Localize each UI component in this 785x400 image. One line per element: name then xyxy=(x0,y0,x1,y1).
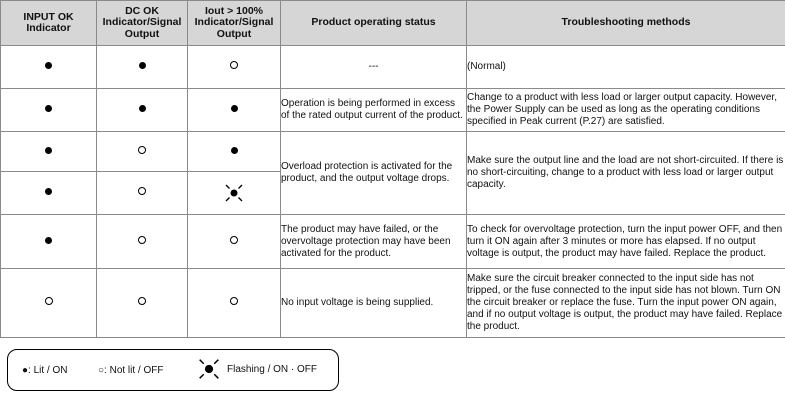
unlit-indicator-icon xyxy=(138,236,146,244)
legend-lit xyxy=(22,363,68,377)
lit-indicator-icon xyxy=(45,105,52,112)
legend-flashing-label: Flashing / ON · OFF xyxy=(227,363,318,375)
iout-cell xyxy=(188,172,281,215)
table-row xyxy=(1,46,785,89)
iout-cell xyxy=(188,269,281,338)
troubleshooting-cell: Make sure the circuit breaker connected to the input side has not tripped, or the fuse connected to the input side has not blown. Turn ON the circuit breaker or replace the fuse. Turn the input power ON again, and if no output voltage is output, the product may have failed. Replace the product. xyxy=(467,269,785,338)
header-status: Product operating status xyxy=(281,1,467,46)
input-ok-cell xyxy=(1,132,97,172)
input-ok-cell xyxy=(1,89,97,132)
troubleshooting-cell: Change to a product with less load or larger output capacity. However, the Power Supply can be used as long as the operating conditions specified in Peak current (P.27) are satisfied. xyxy=(467,89,785,132)
status-cell: --- xyxy=(281,46,467,89)
iout-cell xyxy=(188,215,281,269)
unlit-indicator-icon xyxy=(230,236,238,244)
dc-ok-cell xyxy=(97,215,188,269)
status-cell: The product may have failed, or the overvoltage protection may have been activated for the product. xyxy=(281,215,467,269)
lit-indicator-icon xyxy=(45,188,52,195)
troubleshooting-cell: To check for overvoltage protection, turn the input power OFF, and then turn it ON again after 3 minutes or more has elapsed. If no output voltage is output, the product may have failed. Replace the product. xyxy=(467,215,785,269)
lit-indicator-icon xyxy=(45,147,52,154)
unlit-indicator-icon xyxy=(230,61,238,69)
input-ok-cell xyxy=(1,172,97,215)
table-row xyxy=(1,132,785,172)
unlit-indicator-icon xyxy=(45,297,53,305)
input-ok-cell xyxy=(1,46,97,89)
header-input-ok: INPUT OK Indicator xyxy=(1,1,97,46)
flashing-indicator-icon xyxy=(222,181,246,205)
unlit-indicator-icon xyxy=(138,187,146,195)
table-row xyxy=(1,89,785,132)
iout-cell xyxy=(188,89,281,132)
lit-indicator-icon xyxy=(139,62,146,69)
iout-cell xyxy=(188,46,281,89)
status-cell: Operation is being performed in excess of the rated output current of the product. xyxy=(281,89,467,132)
legend-box xyxy=(7,349,339,391)
dc-ok-cell xyxy=(97,269,188,338)
table-row xyxy=(1,269,785,338)
lit-indicator-icon xyxy=(231,105,238,112)
dc-ok-cell xyxy=(97,46,188,89)
input-ok-cell xyxy=(1,269,97,338)
iout-cell xyxy=(188,132,281,172)
lit-indicator-icon xyxy=(45,62,52,69)
header-iout: Iout > 100% Indicator/Signal Output xyxy=(188,1,281,46)
flashing-indicator-icon xyxy=(195,355,223,383)
header-row xyxy=(1,1,785,46)
dc-ok-cell xyxy=(97,132,188,172)
legend-not-lit xyxy=(98,363,164,377)
lit-indicator-icon xyxy=(139,105,146,112)
input-ok-cell xyxy=(1,215,97,269)
dc-ok-cell xyxy=(97,89,188,132)
header-troubleshooting: Troubleshooting methods xyxy=(467,1,785,46)
header-dc-ok: DC OK Indicator/Signal Output xyxy=(97,1,188,46)
status-cell: Overload protection is activated for the product, and the output voltage drops. xyxy=(281,132,467,215)
legend-not-lit-label: ○: Not lit / OFF xyxy=(98,364,164,376)
status-cell: No input voltage is being supplied. xyxy=(281,269,467,338)
unlit-indicator-icon xyxy=(138,297,146,305)
lit-indicator-icon xyxy=(231,147,238,154)
troubleshooting-cell: Make sure the output line and the load are not short-circuited. If there is no short-circuiting, change to a product with less load or larger output capacity. xyxy=(467,132,785,215)
legend-flashing xyxy=(195,355,317,383)
table-row xyxy=(1,215,785,269)
legend-lit-label: ●: Lit / ON xyxy=(22,364,68,376)
dc-ok-cell xyxy=(97,172,188,215)
unlit-indicator-icon xyxy=(138,146,146,154)
lit-indicator-icon xyxy=(45,237,52,244)
unlit-indicator-icon xyxy=(230,297,238,305)
troubleshooting-cell: (Normal) xyxy=(467,46,785,89)
